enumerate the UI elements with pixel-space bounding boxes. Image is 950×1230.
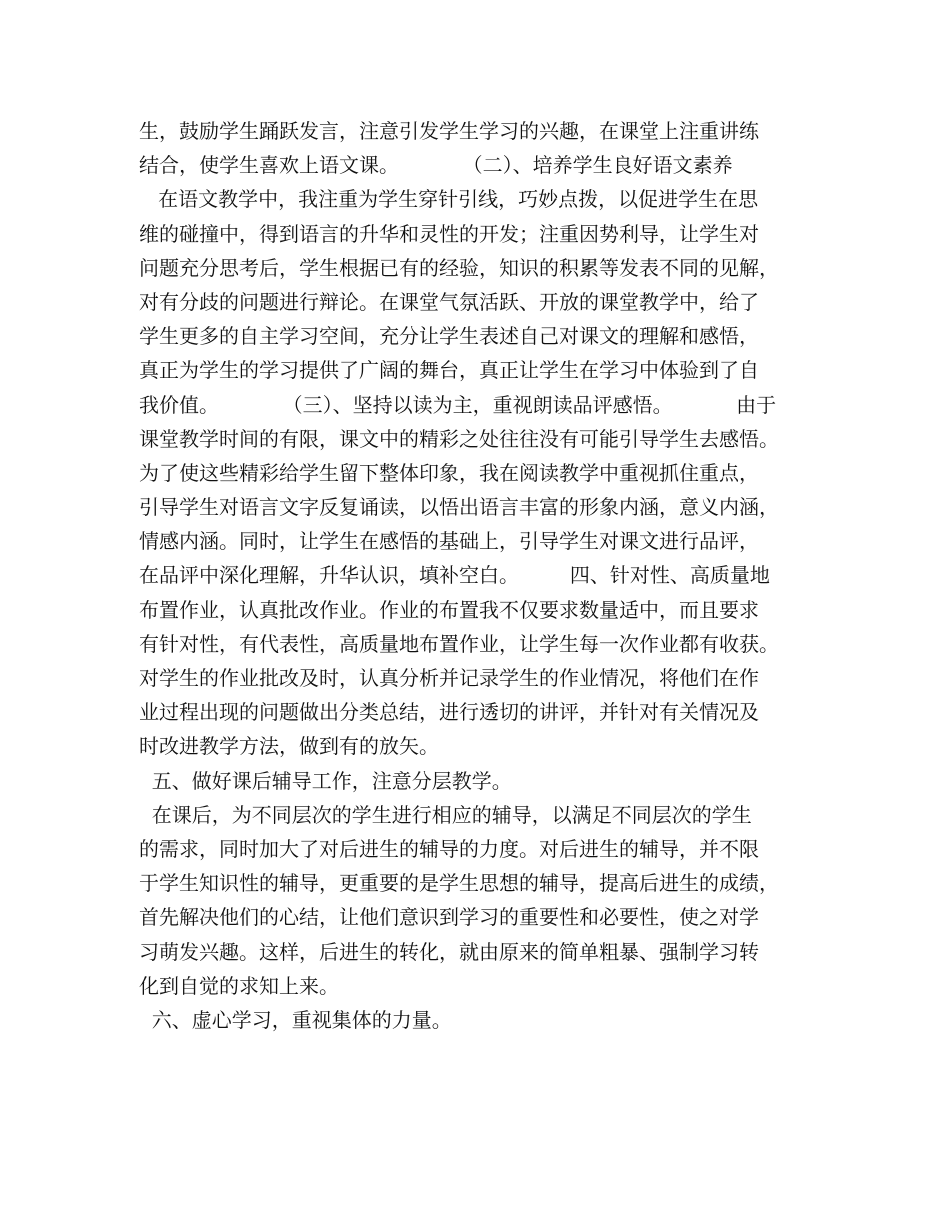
text-line: 结合，使学生喜欢上语文课。 （二）、培养学生良好语文素养: [139, 153, 733, 178]
body-text: [139, 114, 839, 1037]
text-line: 业过程出现的问题做出分类总结，进行透切的讲评，并针对有关情况及: [139, 700, 759, 725]
text-line: 学生更多的自主学习空间，充分让学生表述自己对课文的理解和感悟，: [139, 324, 759, 349]
text-line: 情感内涵。同时，让学生在感悟的基础上，引导学生对课文进行品评，: [139, 529, 759, 554]
text-line: 的需求，同时加大了对后进生的辅导的力度。对后进生的辅导，并不限: [139, 836, 759, 861]
text-line: 五、做好课后辅导工作，注意分层教学。: [139, 768, 512, 793]
text-line: 为了使这些精彩给学生留下整体印象，我在阅读教学中重视抓住重点，: [139, 460, 759, 485]
text-line: 引导学生对语言文字反复诵读，以悟出语言丰富的形象内涵，意义内涵，: [139, 495, 779, 520]
text-line: 首先解决他们的心结，让他们意识到学习的重要性和必要性，使之对学: [139, 905, 759, 930]
text-line: 对学生的作业批改及时，认真分析并记录学生的作业情况，将他们在作: [139, 666, 759, 690]
text-line: 化到自觉的求知上来。: [139, 973, 339, 998]
text-line: 真正为学生的学习提供了广阔的舞台，真正让学生在学习中体验到了自: [139, 358, 759, 383]
text-line: 有针对性，有代表性，高质量地布置作业，让学生每一次作业都有收获。: [139, 631, 779, 656]
text-line: 习萌发兴趣。这样，后进生的转化，就由原来的简单粗暴、强制学习转: [139, 939, 759, 964]
text-line: 维的碰撞中，得到语言的升华和灵性的开发；注重因势利导，让学生对: [139, 221, 759, 246]
text-line: 对有分歧的问题进行辩论。在课堂气氛活跃、开放的课堂教学中，给了: [139, 289, 759, 314]
text-line: 在品评中深化理解，升华认识，填补空白。 四、针对性、高质量地: [139, 563, 770, 588]
text-line: 时改进教学方法，做到有的放矢。: [139, 734, 439, 759]
text-line: 课堂教学时间的有限，课文中的精彩之处往往没有可能引导学生去感悟。: [139, 426, 779, 451]
text-line: 问题充分思考后，学生根据已有的经验，知识的积累等发表不同的见解，: [139, 255, 779, 280]
text-line: 生，鼓励学生踊跃发言，注意引发学生学习的兴趣，在课堂上注重讲练: [139, 119, 759, 143]
text-line: 六、虚心学习，重视集体的力量。: [139, 1007, 452, 1032]
text-line: 在语文教学中，我注重为学生穿针引线，巧妙点拨，以促进学生在思: [139, 187, 759, 212]
text-line: 我价值。 （三）、坚持以读为主，重视朗读品评感悟。 由于: [139, 392, 777, 417]
text-line: 在课后，为不同层次的学生进行相应的辅导，以满足不同层次的学生: [139, 802, 752, 827]
text-line: 布置作业，认真批改作业。作业的布置我不仅要求数量适中，而且要求: [139, 597, 759, 622]
text-line: 于学生知识性的辅导，更重要的是学生思想的辅导，提高后进生的成绩，: [139, 871, 779, 896]
